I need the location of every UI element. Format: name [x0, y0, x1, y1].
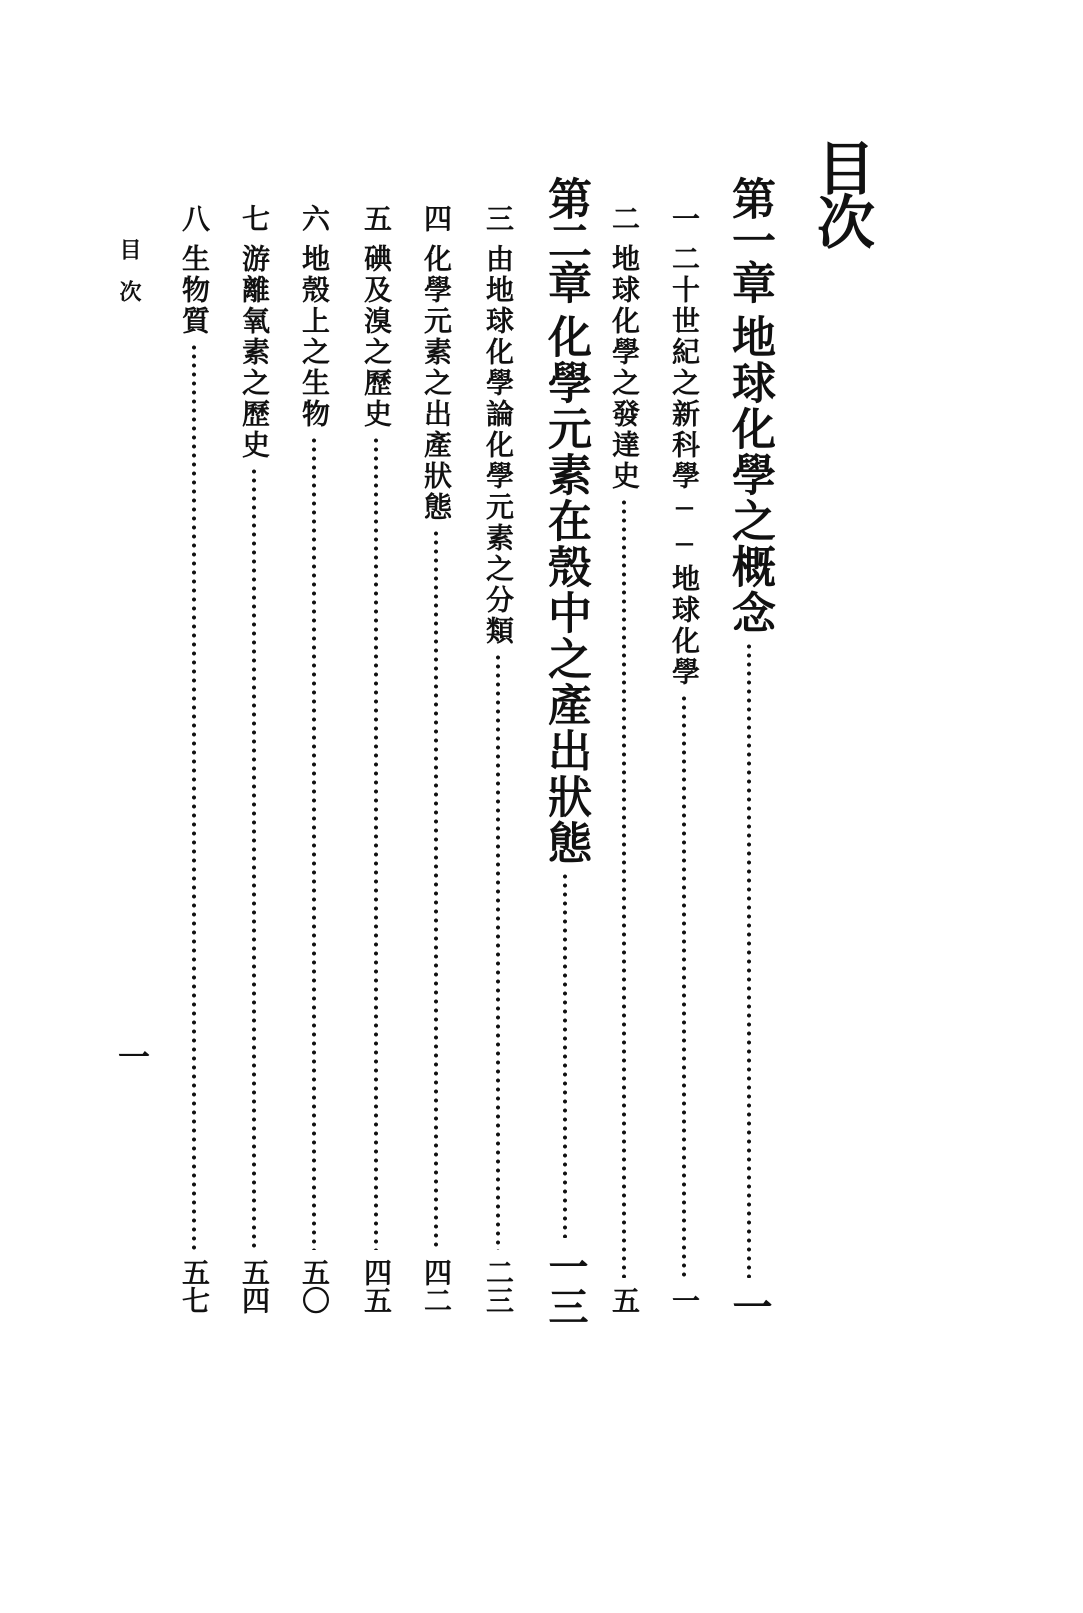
- leader-dots: [312, 436, 316, 1250]
- entry-number: 八: [178, 204, 211, 232]
- entry-page: 五四: [238, 1258, 271, 1314]
- entry-number: 五: [360, 204, 393, 232]
- entry-number: 一: [668, 204, 701, 232]
- leader-dots: [252, 467, 256, 1250]
- entry-page: 五七: [178, 1258, 211, 1314]
- entry-title: 碘及溴之歷史: [360, 244, 393, 430]
- entry-number: 七: [238, 204, 271, 232]
- toc-entry-1: [664, 204, 704, 1314]
- toc-entry-7: [234, 204, 274, 1314]
- entry-page: 一: [668, 1286, 701, 1314]
- entry-page: 五: [608, 1286, 641, 1314]
- toc-entry-4: [416, 204, 456, 1314]
- leader-dots: [496, 653, 500, 1250]
- leader-dots: [622, 498, 626, 1278]
- entry-page: 二三: [482, 1258, 515, 1314]
- entry-page: 一三: [542, 1246, 589, 1326]
- running-title: 目次: [116, 238, 142, 322]
- entry-number: 第二章: [540, 176, 591, 302]
- leader-dots: [192, 343, 196, 1250]
- entry-number: 三: [482, 204, 515, 232]
- toc-entry-8: [174, 204, 214, 1314]
- leader-dots: [563, 872, 567, 1238]
- entry-title: 由地球化學論化學元素之分類: [482, 244, 515, 647]
- leader-dots: [682, 694, 686, 1278]
- entry-title: 二十世紀之新科學──地球化學: [668, 244, 701, 688]
- entry-page: 四五: [360, 1258, 393, 1314]
- entry-number: 四: [420, 204, 453, 232]
- leader-dots: [374, 436, 378, 1250]
- entry-page: 一: [726, 1286, 773, 1326]
- entry-title: 地球化學之發達史: [608, 244, 641, 492]
- page-number: 一: [113, 1040, 151, 1072]
- toc-entry-5: [356, 204, 396, 1314]
- leader-dots: [747, 642, 751, 1278]
- leader-dots: [434, 529, 438, 1250]
- entry-title: 地殼上之生物: [298, 244, 331, 430]
- entry-title: 生物質: [178, 244, 211, 337]
- entry-title: 地球化學之概念: [724, 314, 775, 636]
- entry-number: 六: [298, 204, 331, 232]
- toc-entry-chapter-1: [722, 176, 776, 1326]
- entry-title: 游離氧素之歷史: [238, 244, 271, 461]
- entry-title: 化學元素在殼中之產出狀態: [540, 314, 591, 866]
- entry-title: 化學元素之出產狀態: [420, 244, 453, 523]
- entry-page: 五〇: [298, 1258, 331, 1314]
- toc-entry-2: [604, 204, 644, 1314]
- entry-number: 二: [608, 204, 641, 232]
- toc-entry-6: [294, 204, 334, 1314]
- entry-page: 四二: [420, 1258, 453, 1314]
- toc-entry-chapter-2: [538, 176, 592, 1326]
- entry-number: 第一章: [724, 176, 775, 302]
- toc-entry-3: [478, 204, 518, 1314]
- page-title: 目次: [807, 138, 875, 246]
